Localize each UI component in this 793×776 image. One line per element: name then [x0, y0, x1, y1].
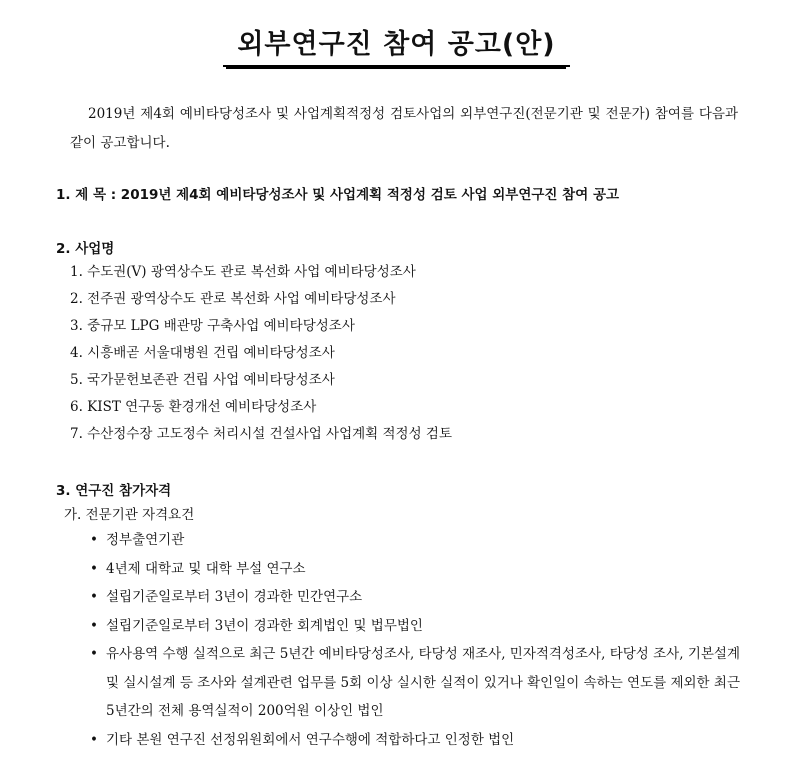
title-wrap — [0, 22, 793, 67]
section-project-heading: 2. 사업명 — [56, 241, 115, 257]
project-item: 2. 전주권 광역상수도 관로 복선화 사업 예비타당성조사 — [70, 291, 396, 307]
project-list — [70, 259, 452, 448]
qualification-item: • 설립기준일로부터 3년이 경과한 회계법인 및 법무법인 — [90, 612, 740, 641]
intro-text: 2019년 제4회 예비타당성조사 및 사업계획적정성 검토사업의 외부연구진(전문기관 및 전문가) 참여를 다음과 같이 공고합니다. — [70, 106, 738, 151]
page-title: 외부연구진 참여 공고(안) — [223, 22, 569, 67]
bullet-icon: • — [90, 589, 98, 605]
bullet-icon: • — [90, 532, 98, 548]
qualification-item: • 설립기준일로부터 3년이 경과한 민간연구소 — [90, 583, 740, 612]
qualification-subheading: 가. 전문기관 자격요건 — [64, 507, 195, 523]
bullet-icon: • — [90, 617, 98, 634]
qualification-item: • 4년제 대학교 및 대학 부설 연구소 — [90, 555, 740, 584]
project-item: 3. 중규모 LPG 배관망 구축사업 예비타당성조사 — [70, 318, 355, 334]
qualification-item: • 유사용역 수행 실적으로 최근 5년간 예비타당성조사, 타당성 재조사, 민자적격성조사, 타당성 조사, 기본설계 및 실시설계 등 조사와 설계관련 업무를 5회 이상 실시한 실적이 있거나 확인일이 속하는 연도를 제외한 최근 5년간의 전체 용역실적이 200억원 이상인 법인 — [90, 640, 740, 726]
project-item: 5. 국가문헌보존관 건립 사업 예비타당성조사 — [70, 372, 335, 388]
qualification-item: • 정부출연기관 — [90, 526, 740, 555]
project-item: 4. 시흥배곧 서울대병원 건립 예비타당성조사 — [70, 345, 335, 361]
intro-paragraph — [70, 100, 738, 158]
project-item: 6. KIST 연구동 환경개선 예비타당성조사 — [70, 399, 317, 415]
bullet-icon: • — [90, 560, 98, 577]
qualification-item: • 기타 본원 연구진 선정위원회에서 연구수행에 적합하다고 인정한 법인 — [90, 726, 740, 755]
bullet-icon: • — [90, 731, 98, 748]
section-title-heading: 1. 제 목 : 2019년 제4회 예비타당성조사 및 사업계획 적정성 검토 사업 외부연구진 참여 공고 — [56, 187, 620, 203]
project-item: 1. 수도권(Ⅴ) 광역상수도 관로 복선화 사업 예비타당성조사 — [70, 264, 416, 280]
qualification-list — [90, 526, 740, 754]
section-qualification-heading: 3. 연구진 참가자격 — [56, 483, 172, 499]
bullet-icon: • — [90, 646, 98, 662]
project-item: 7. 수산정수장 고도정수 처리시설 건설사업 사업계획 적정성 검토 — [70, 426, 452, 442]
title-underline — [226, 66, 566, 69]
